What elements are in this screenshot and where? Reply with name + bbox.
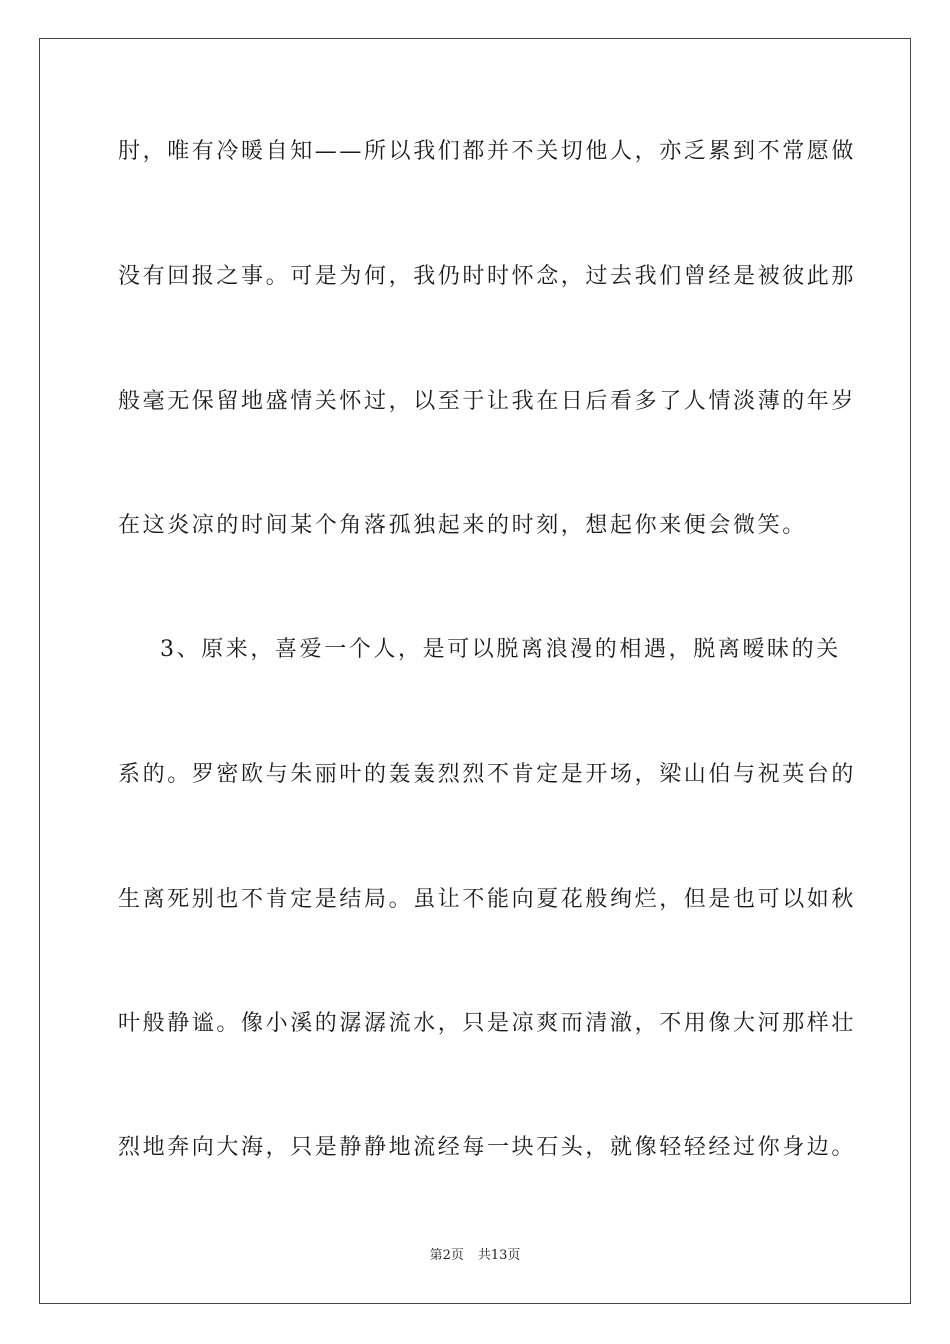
- page-total: 共13页: [477, 1248, 521, 1263]
- text-line-6: 系的。罗密欧与朱丽叶的轰轰烈烈不肯定是开场，梁山伯与祝英台的: [118, 762, 857, 787]
- text-line-7: 生离死别也不肯定是结局。虽让不能向夏花般绚烂，但是也可以如秋: [118, 887, 857, 912]
- text-line-1: 肘，唯有冷暖自知——所以我们都并不关切他人，亦乏累到不常愿做: [118, 139, 857, 164]
- text-line-4: 在这炎凉的时间某个角落孤独起来的时刻，想起你来便会微笑。: [118, 513, 807, 538]
- page-number: 第2页: [429, 1248, 464, 1263]
- text-line-5: 3、原来，喜爱一个人，是可以脱离浪漫的相遇，脱离暧昧的关: [160, 637, 841, 662]
- text-line-3: 般毫无保留地盛情关怀过，以至于让我在日后看多了人情淡薄的年岁: [118, 389, 857, 414]
- text-line-2: 没有回报之事。可是为何，我仍时时怀念，过去我们曾经是被彼此那: [118, 264, 857, 289]
- text-line-9: 烈地奔向大海，只是静静地流经每一块石头，就像轻轻经过你身边。: [118, 1135, 857, 1160]
- page-footer: [0, 1246, 950, 1266]
- page-border: [39, 38, 911, 1304]
- text-line-8: 叶般静谧。像小溪的潺潺流水，只是凉爽而清澈，不用像大河那样壮: [118, 1011, 857, 1036]
